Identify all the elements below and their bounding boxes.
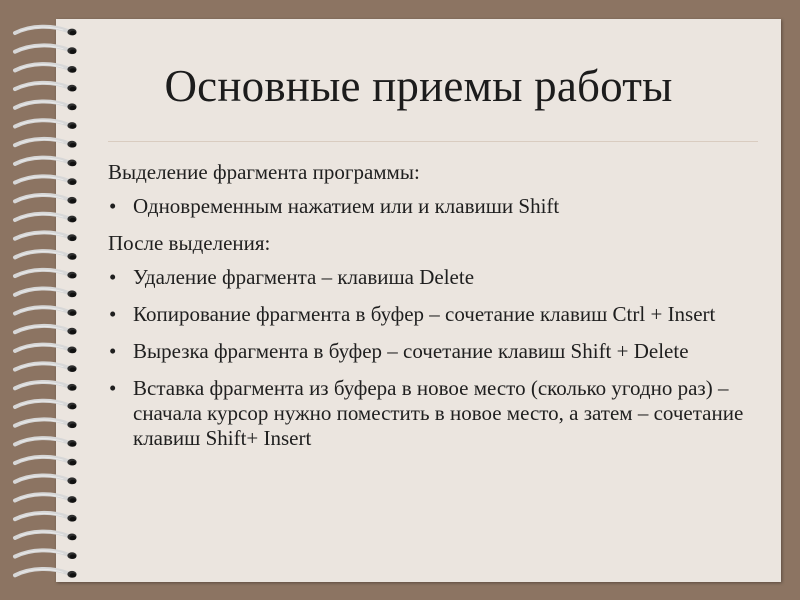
spiral-ring xyxy=(15,158,77,167)
bullet-item-text: Копирование фрагмента в буфер – сочетание клавиш Ctrl + Insert xyxy=(133,302,716,326)
content-line-2: После выделения: xyxy=(108,231,271,255)
slide-title: Основные приемы работы xyxy=(164,61,673,111)
bullet-dot-icon: • xyxy=(109,339,117,363)
spiral-ring xyxy=(15,251,77,260)
spiral-ring xyxy=(15,232,77,241)
bullet-item-text: Вставка фрагмента из буфера в новое место (сколько угодно раз) – сначала курсор нужно поместить в новое место, а затем – сочетание клавиш Shift+ Insert xyxy=(133,376,744,450)
spiral-ring xyxy=(15,214,77,223)
spiral-ring xyxy=(15,457,77,466)
bullet-item-text: Вырезка фрагмента в буфер – сочетание клавиш Shift + Delete xyxy=(133,339,689,363)
spiral-ring xyxy=(15,289,77,298)
bullet-item-text: Удаление фрагмента – клавиша Delete xyxy=(133,265,475,289)
bullet-dot-icon: • xyxy=(109,194,117,218)
spiral-ring xyxy=(15,550,77,559)
bullet-item-1 xyxy=(108,194,758,219)
spiral-ring xyxy=(15,27,77,36)
bullet-dot-icon: • xyxy=(109,265,117,289)
spiral-ring xyxy=(15,345,77,354)
spiral-ring xyxy=(15,401,77,410)
title-divider xyxy=(108,141,758,142)
spiral-ring xyxy=(15,195,77,204)
bullet-item-2 xyxy=(108,265,758,290)
content-line-1: Выделение фрагмента программы: xyxy=(108,160,420,184)
bullet-item-4 xyxy=(108,339,758,364)
spiral-ring xyxy=(15,476,77,485)
spiral-ring xyxy=(15,326,77,335)
bullet-dot-icon: • xyxy=(109,302,117,326)
spiral-ring xyxy=(15,569,77,578)
slide-content xyxy=(108,160,758,463)
spiral-ring xyxy=(15,45,77,54)
spiral-ring xyxy=(15,363,77,372)
spiral-ring xyxy=(15,532,77,541)
spiral-ring xyxy=(15,139,77,148)
spiral-ring xyxy=(15,176,77,185)
spiral-ring xyxy=(15,382,77,391)
spiral-ring xyxy=(15,419,77,428)
spiral-ring xyxy=(15,120,77,129)
bullet-dot-icon: • xyxy=(109,376,117,400)
bullet-item-5 xyxy=(108,376,758,451)
spiral-ring xyxy=(15,494,77,503)
spiral-ring xyxy=(15,513,77,522)
bullet-item-3 xyxy=(108,302,758,327)
spiral-ring xyxy=(15,270,77,279)
spiral-ring xyxy=(15,438,77,447)
spiral-ring xyxy=(15,307,77,316)
bullet-item-text: Одновременным нажатием или и клавиши Shift xyxy=(133,194,560,218)
